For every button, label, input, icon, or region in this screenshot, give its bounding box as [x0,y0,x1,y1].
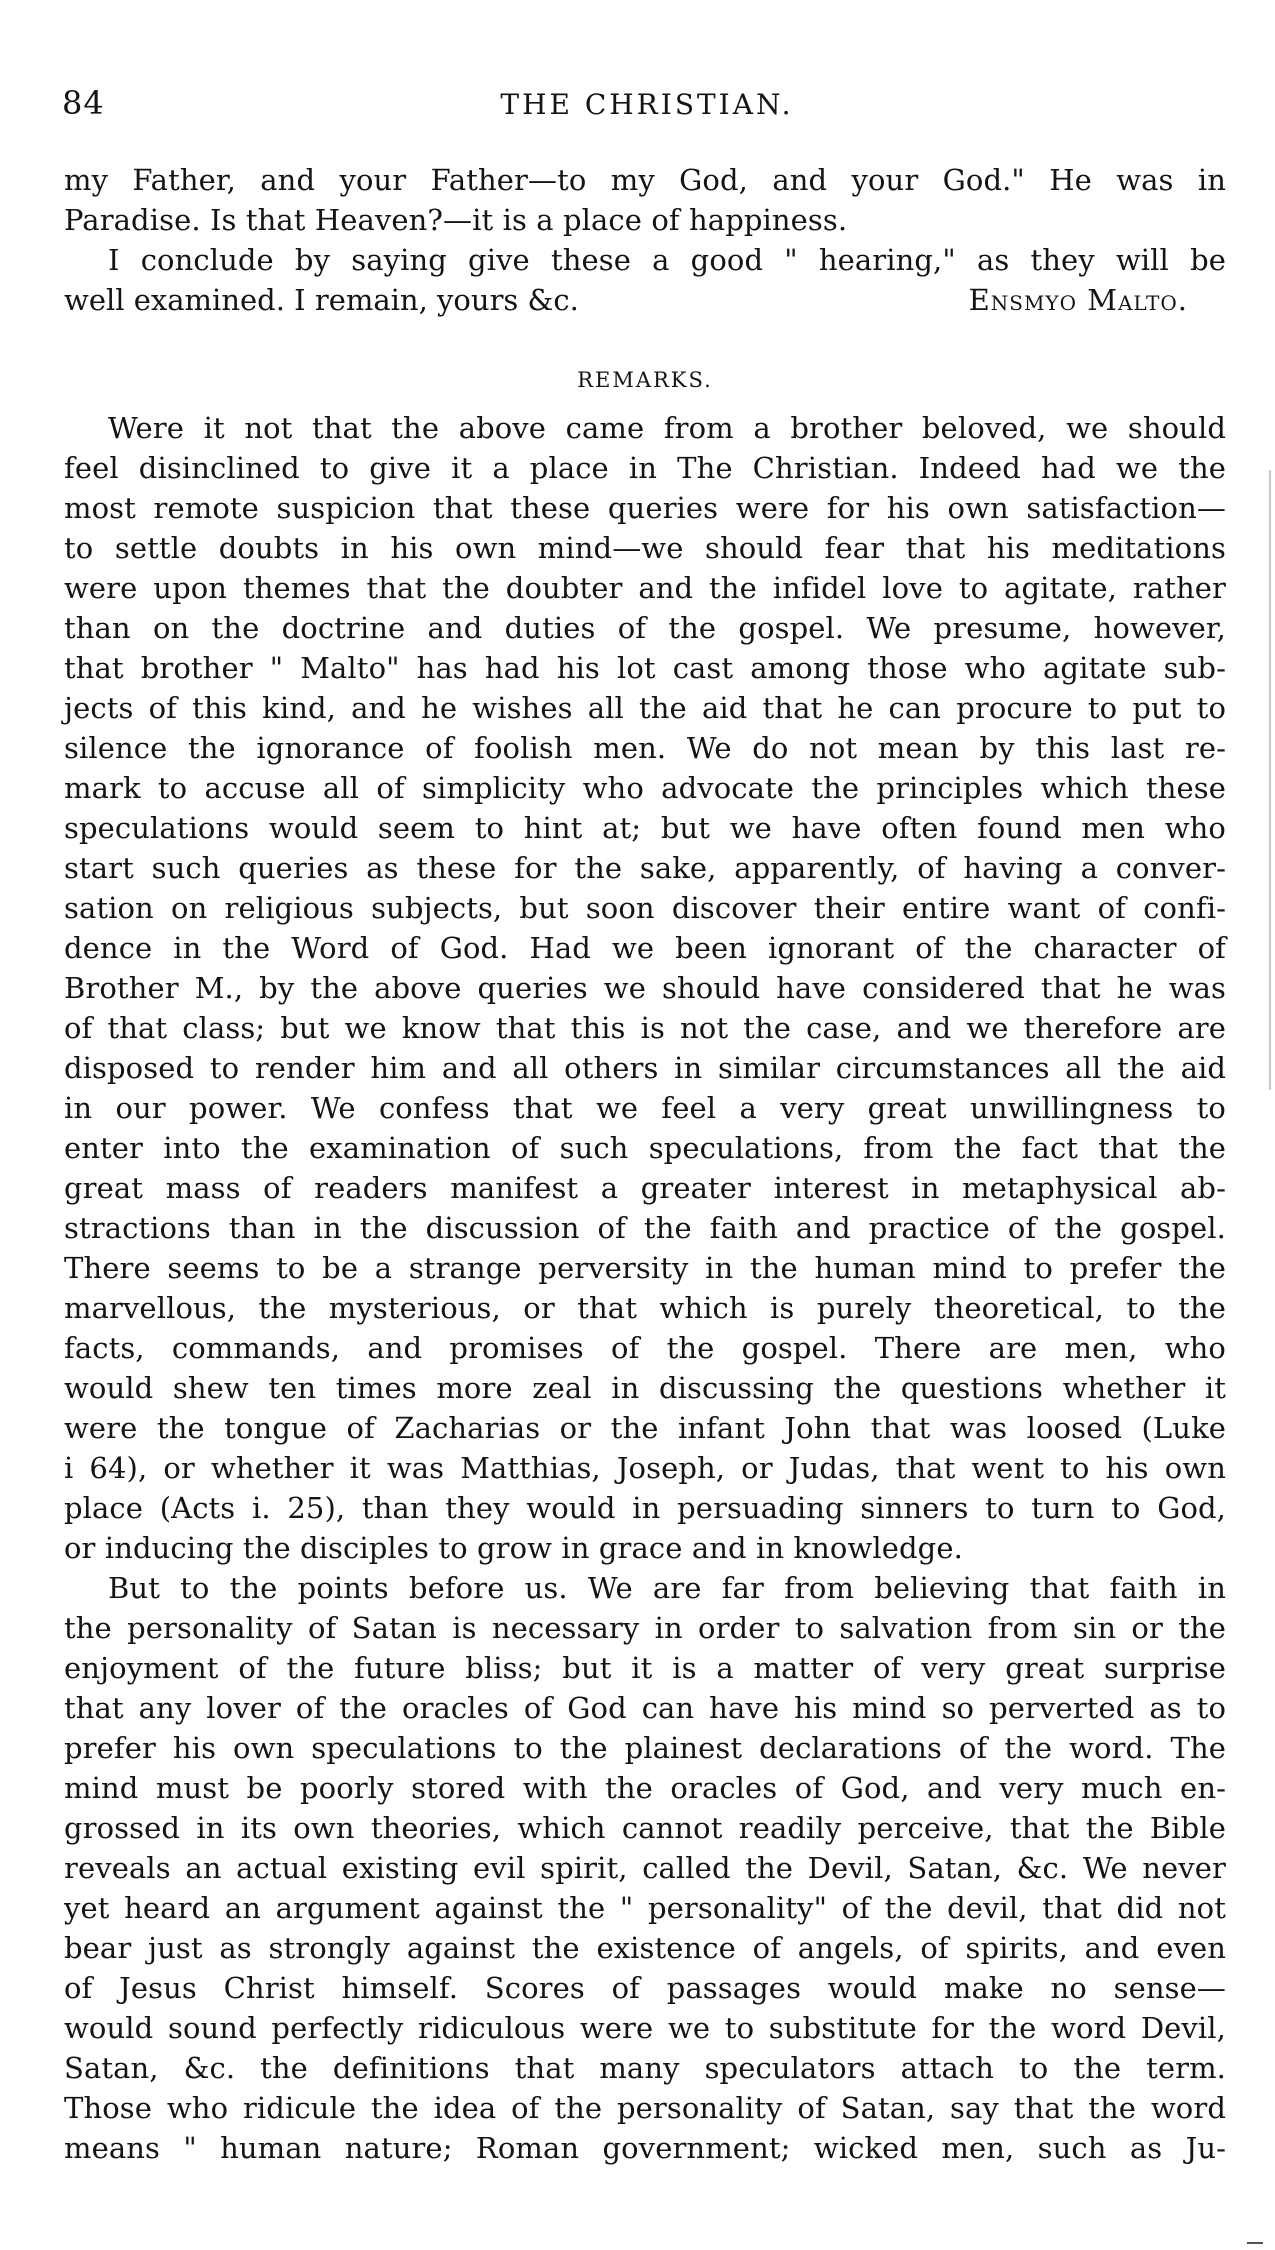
text-line: Satan, &c. the definitions that many speculators attach to the term. [64,2051,1226,2085]
text-line: But to the points before us. We are far from believing that faith in [108,1571,1226,1605]
text-line: that any lover of the oracles of God can have his mind so perverted as to [64,1691,1226,1725]
text-line: enjoyment of the future bliss; but it is a matter of very great surprise [64,1651,1226,1685]
text-line: than on the doctrine and duties of the gospel. We presume, however, [64,611,1226,645]
text-line: the personality of Satan is necessary in order to salvation from sin or the [64,1611,1226,1645]
running-title: THE CHRISTIAN. [500,88,794,121]
text-line: bear just as strongly against the existence of angels, of spirits, and even [64,1931,1226,1965]
text-line: of that class; but we know that this is not the case, and we therefore are [64,1011,1226,1045]
signature: Ensmyo Malto. [968,283,1188,317]
text-line: jects of this kind, and he wishes all the aid that he can procure to put to [64,691,1226,725]
text-line: great mass of readers manifest a greater interest in metaphysical ab- [64,1171,1226,1205]
text-line: i 64), or whether it was Matthias, Joseph, or Judas, that went to his own [64,1451,1226,1485]
text-line: stractions than in the discussion of the faith and practice of the gospel. [64,1211,1226,1245]
text-line: Were it not that the above came from a brother beloved, we should [108,411,1226,445]
text-line: or inducing the disciples to grow in grace and in knowledge. [64,1531,963,1565]
page-corner-mark [1247,2242,1263,2244]
text-line: Brother M., by the above queries we should have considered that he was [64,971,1226,1005]
sign-off: well examined. I remain, yours &c. [64,283,579,317]
text-line: mark to accuse all of simplicity who advocate the principles which these [64,771,1226,805]
text-line: There seems to be a strange perversity in the human mind to prefer the [64,1251,1226,1285]
page-edge-rule [1269,470,1271,1090]
text-line: dence in the Word of God. Had we been ignorant of the character of [64,931,1226,965]
text-line: reveals an actual existing evil spirit, called the Devil, Satan, &c. We never [64,1851,1226,1885]
page-number: 84 [62,84,105,122]
text-line: my Father, and your Father—to my God, and your God." He was in [64,163,1226,197]
text-line: yet heard an argument against the " personality" of the devil, that did not [64,1891,1226,1925]
remarks-paragraph-1 [64,408,1226,1568]
text-line: prefer his own speculations to the plainest declarations of the word. The [64,1731,1226,1765]
text-line: of Jesus Christ himself. Scores of passages would make no sense— [64,1971,1226,2005]
text-line: feel disinclined to give it a place in The Christian. Indeed had we the [64,451,1226,485]
text-line: mind must be poorly stored with the oracles of God, and very much en- [64,1771,1226,1805]
remarks-heading: REMARKS. [577,368,713,392]
text-line: were upon themes that the doubter and the infidel love to agitate, rather [64,571,1226,605]
text-line: start such queries as these for the sake, apparently, of having a conver- [64,851,1226,885]
text-line: would shew ten times more zeal in discussing the questions whether it [64,1371,1226,1405]
text-line: that brother " Malto" has had his lot cast among those who agitate sub- [64,651,1226,685]
text-line: sation on religious subjects, but soon discover their entire want of confi- [64,891,1226,925]
text-line: means " human nature; Roman government; wicked men, such as Ju- [64,2131,1226,2165]
remarks-paragraph-2 [64,1568,1226,2168]
text-line: disposed to render him and all others in similar circumstances all the aid [64,1051,1226,1085]
text-line: in our power. We confess that we feel a very great unwillingness to [64,1091,1226,1125]
text-line: facts, commands, and promises of the gospel. There are men, who [64,1331,1226,1365]
text-line: enter into the examination of such speculations, from the fact that the [64,1131,1226,1165]
text-line: Paradise. Is that Heaven?—it is a place of happiness. [64,203,848,237]
body-text [64,160,1226,2168]
text-line: were the tongue of Zacharias or the infant John that was loosed (Luke [64,1411,1226,1445]
text-line: Those who ridicule the idea of the personality of Satan, say that the word [64,2091,1226,2125]
text-line: I conclude by saying give these a good " hearing," as they will be [108,243,1226,277]
text-line: most remote suspicion that these queries were for his own satisfaction— [64,491,1226,525]
text-line: marvellous, the mysterious, or that which is purely theoretical, to the [64,1291,1226,1325]
text-line: to settle doubts in his own mind—we should fear that his meditations [64,531,1226,565]
text-line: place (Acts i. 25), than they would in persuading sinners to turn to God, [64,1491,1226,1525]
signature-line [64,280,1226,320]
text-line: silence the ignorance of foolish men. We do not mean by this last re- [64,731,1226,765]
text-line: would sound perfectly ridiculous were we to substitute for the word Devil, [64,2011,1226,2045]
text-line: speculations would seem to hint at; but we have often found men who [64,811,1226,845]
text-line: grossed in its own theories, which cannot readily perceive, that the Bible [64,1811,1226,1845]
page-header [62,84,1232,124]
letter-conclusion [64,160,1226,320]
